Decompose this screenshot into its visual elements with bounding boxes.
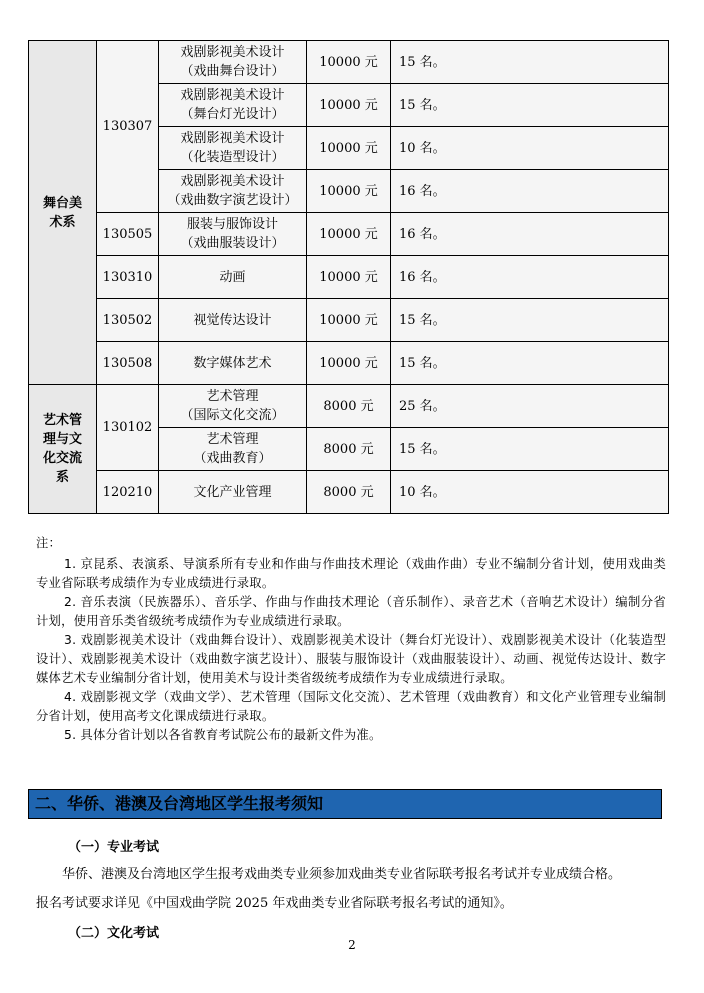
code-cell: 130102 (97, 385, 159, 471)
subsection-title: （一）专业考试 (68, 840, 160, 855)
table-row (29, 41, 669, 84)
dept-cell: 艺术管理与文化交流系 (29, 385, 97, 514)
major-cell: 服装与服饰设计 （戏曲服装设计） (159, 213, 307, 256)
fee-cell: 10000 元 (307, 170, 391, 213)
paragraph: 报名考试要求详见《中国戏曲学院 2025 年戏曲类专业省际联考报名考试的通知》。 (36, 896, 513, 911)
count-cell: 15 名。 (391, 41, 669, 84)
notes-heading: 注： (36, 536, 62, 550)
fee-cell: 10000 元 (307, 84, 391, 127)
note-item: 3. 戏剧影视美术设计（戏曲舞台设计）、戏剧影视美术设计（舞台灯光设计）、戏剧影视美术设计（化装造型设计）、戏剧影视美术设计（戏曲数字演艺设计）、服装与服饰设计（戏曲服装设计）、动画、视觉传达设计、数字媒体艺术专业编制分省计划，使用美术与设计类省级统考成绩作为专业成绩进行录取。 (36, 633, 666, 685)
major-cell: 数字媒体艺术 (159, 342, 307, 385)
count-cell: 10 名。 (391, 471, 669, 514)
code-cell: 130307 (97, 41, 159, 213)
code-cell: 130502 (97, 299, 159, 342)
major-cell: 戏剧影视美术设计 （舞台灯光设计） (159, 84, 307, 127)
note-item: 1. 京昆系、表演系、导演系所有专业和作曲与作曲技术理论（戏曲作曲）专业不编制分省计划，使用戏曲类专业省际联考成绩作为专业成绩进行录取。 (36, 557, 666, 590)
count-cell: 15 名。 (391, 299, 669, 342)
section-heading-bar (28, 789, 662, 819)
code-cell: 130505 (97, 213, 159, 256)
subsection-title: （二）文化考试 (68, 926, 160, 941)
major-cell: 艺术管理 （戏曲教育） (159, 428, 307, 471)
code-cell: 120210 (97, 471, 159, 514)
table-row (29, 299, 669, 342)
fee-cell: 10000 元 (307, 342, 391, 385)
count-cell: 16 名。 (391, 213, 669, 256)
fee-cell: 10000 元 (307, 256, 391, 299)
enrollment-table-container (28, 40, 668, 514)
fee-cell: 10000 元 (307, 213, 391, 256)
note-item: 4. 戏剧影视文学（戏曲文学）、艺术管理（国际文化交流）、艺术管理（戏曲教育）和文化产业管理专业编制分省计划，使用高考文化课成绩进行录取。 (36, 690, 666, 723)
major-cell: 戏剧影视美术设计 （戏曲舞台设计） (159, 41, 307, 84)
count-cell: 15 名。 (391, 84, 669, 127)
fee-cell: 10000 元 (307, 299, 391, 342)
table-row (29, 385, 669, 428)
table-row (29, 342, 669, 385)
fee-cell: 8000 元 (307, 385, 391, 428)
section-title: 二、华侨、港澳及台湾地区学生报考须知 (35, 794, 324, 813)
count-cell: 10 名。 (391, 127, 669, 170)
major-cell: 戏剧影视美术设计 （化装造型设计） (159, 127, 307, 170)
major-cell: 视觉传达设计 (159, 299, 307, 342)
notes-section (36, 534, 666, 745)
code-cell: 130508 (97, 342, 159, 385)
fee-cell: 10000 元 (307, 41, 391, 84)
dept-cell: 舞台美术系 (29, 41, 97, 385)
major-cell: 动画 (159, 256, 307, 299)
major-cell: 戏剧影视美术设计 （戏曲数字演艺设计） (159, 170, 307, 213)
count-cell: 16 名。 (391, 256, 669, 299)
fee-cell: 8000 元 (307, 471, 391, 514)
paragraph: 华侨、港澳及台湾地区学生报考戏曲类专业须参加戏曲类专业省际联考报名考试并专业成绩合格。 (62, 867, 622, 882)
page-number: 2 (348, 938, 356, 952)
count-cell: 25 名。 (391, 385, 669, 428)
fee-cell: 8000 元 (307, 428, 391, 471)
major-cell: 文化产业管理 (159, 471, 307, 514)
table-row (29, 471, 669, 514)
table-row (29, 213, 669, 256)
table-row (29, 256, 669, 299)
count-cell: 16 名。 (391, 170, 669, 213)
count-cell: 15 名。 (391, 342, 669, 385)
fee-cell: 10000 元 (307, 127, 391, 170)
count-cell: 15 名。 (391, 428, 669, 471)
code-cell: 130310 (97, 256, 159, 299)
note-item: 2. 音乐表演（民族器乐）、音乐学、作曲与作曲技术理论（音乐制作）、录音艺术（音响艺术设计）编制分省计划，使用音乐类省级统考成绩作为专业成绩进行录取。 (36, 595, 666, 628)
note-item: 5. 具体分省计划以各省教育考试院公布的最新文件为准。 (64, 728, 382, 742)
major-cell: 艺术管理 （国际文化交流） (159, 385, 307, 428)
enrollment-table (28, 40, 669, 514)
